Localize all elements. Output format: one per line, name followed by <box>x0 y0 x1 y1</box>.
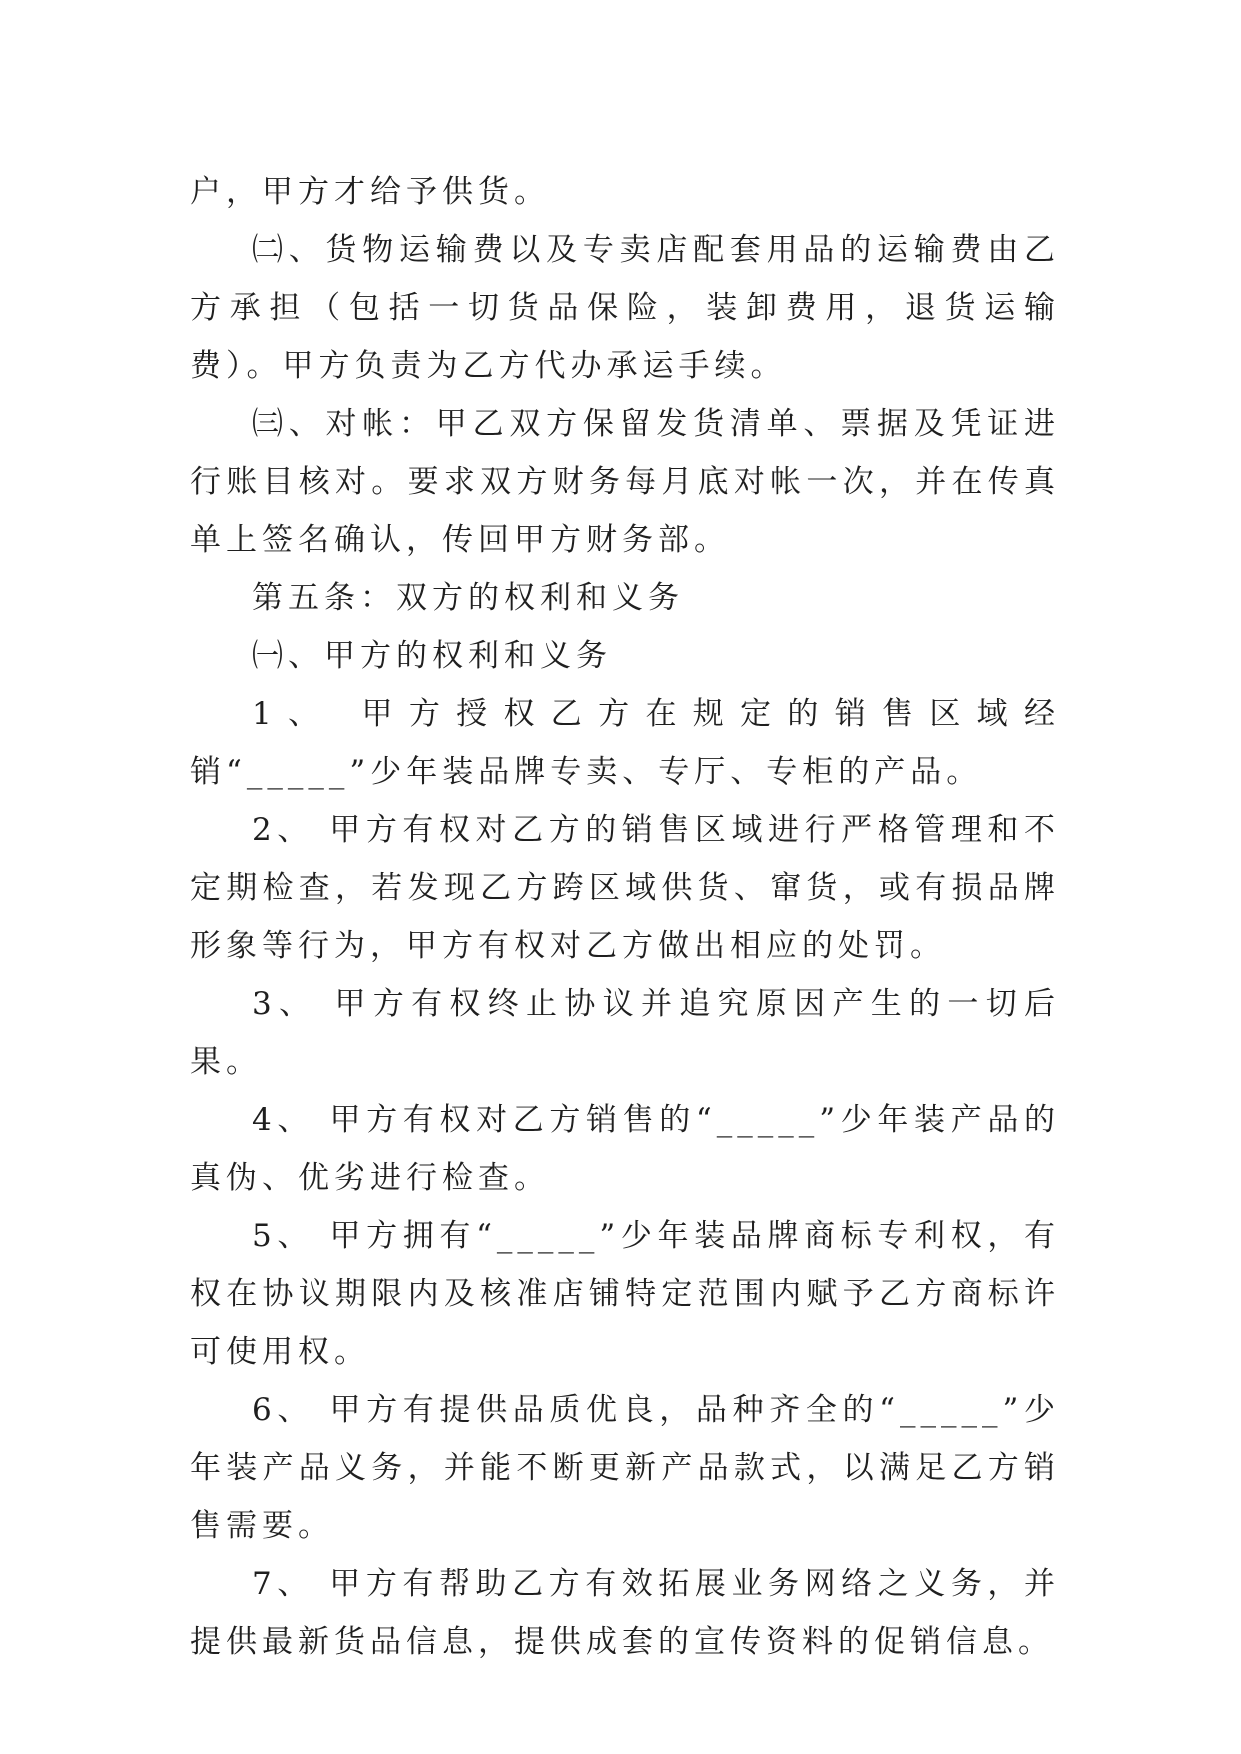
document-body <box>190 163 1060 1671</box>
list-item-7: 7、 甲方有帮助乙方有效拓展业务网络之义务，并提供最新货品信息，提供成套的宣传资料的促销信息。 <box>190 1566 1060 1660</box>
list-item-1: 1、 甲方授权乙方在规定的销售区域经销“_____”少年装品牌专卖、专厅、专柜的产品。 <box>190 696 1060 790</box>
list-item-2: 2、 甲方有权对乙方的销售区域进行严格管理和不定期检查，若发现乙方跨区域供货、窜货，或有损品牌形象等行为，甲方有权对乙方做出相应的处罚。 <box>190 812 1060 964</box>
paragraph-continuation: 户，甲方才给予供货。 <box>190 174 550 210</box>
list-item-6: 6、 甲方有提供品质优良，品种齐全的“_____”少年装产品义务，并能不断更新产品款式，以满足乙方销售需要。 <box>190 1392 1060 1544</box>
section-party-a-heading: ㈠、甲方的权利和义务 <box>252 638 612 674</box>
paragraph-clause-3: ㈢、对帐：甲乙双方保留发货清单、票据及凭证进行账目核对。要求双方财务每月底对帐一次，并在传真单上签名确认，传回甲方财务部。 <box>190 406 1060 558</box>
paragraph-clause-2: ㈡、货物运输费以及专卖店配套用品的运输费由乙方承担（包括一切货品保险，装卸费用，退货运输费）。甲方负责为乙方代办承运手续。 <box>190 232 1060 384</box>
list-item-3: 3、 甲方有权终止协议并追究原因产生的一切后果。 <box>190 986 1060 1080</box>
list-item-4: 4、 甲方有权对乙方销售的“_____”少年装产品的真伪、优劣进行检查。 <box>190 1102 1060 1196</box>
list-item-5: 5、 甲方拥有“_____”少年装品牌商标专利权，有权在协议期限内及核准店铺特定范围内赋予乙方商标许可使用权。 <box>190 1218 1060 1370</box>
article-5-heading: 第五条：双方的权利和义务 <box>252 580 684 616</box>
